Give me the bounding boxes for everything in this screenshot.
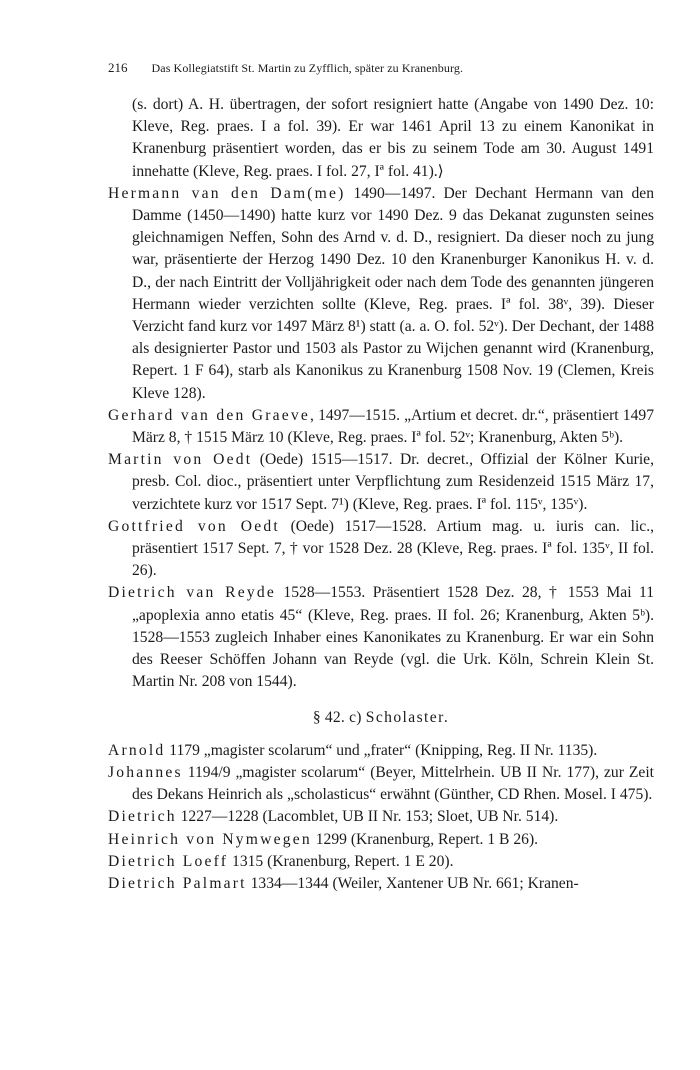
running-head [108, 60, 654, 76]
entry-text: 1334—1344 (Weiler, Xantener UB Nr. 661; Kranen- [246, 874, 579, 892]
section-heading [108, 707, 654, 729]
entry-name: Hermann van den Dam(me) [108, 184, 346, 202]
running-title: Das Kollegiatstift St. Martin zu Zyfflich, später zu Kranenburg. [151, 61, 464, 75]
entry-text: (Oede) 1515—1517. Dr. decret., Offizial der Kölner Kurie, presb. Col. dioc., präsentiert unter Verpflichtung zum Residenzeid 1515 März 17, verzichtete kurz vor 1517 Sept. 7¹) (Kleve, Reg. praes. Iª fol. 115ᵛ, 135ᵛ). [132, 451, 654, 513]
entry-text: 1315 (Kranenburg, Repert. 1 E 20). [228, 852, 454, 870]
entry-text: 1528—1553. Präsentiert 1528 Dez. 28, † 1553 Mai 11 „apoplexia anno etatis 45“ (Kleve, Reg. praes. II fol. 26; Kranenburg, Akten 5ᵇ). 1528—1553 zugleich Inhaber eines Kanonikates zu Kranenburg. Er war ein Sohn des Reeser Schöffen Johann van Reyde (vgl. die Urk. Köln, Schrein Klein St. Martin Nr. 208 von 1544). [132, 584, 654, 691]
entry-name: Dietrich van Reyde [108, 584, 276, 602]
entry-text: 1299 (Kranenburg, Repert. 1 B 26). [311, 830, 539, 848]
entry-text: 1194/9 „magister scolarum“ (Beyer, Mittelrhein. UB II Nr. 177), zur Zeit des Dekans Heinrich als „scholasticus“ erwähnt (Günther, CD Rhen. Mosel. I 475). [132, 763, 654, 804]
entry-gerhard-van-den-graeve [108, 405, 654, 449]
entry-name: Gerhard van den Graeve [108, 406, 311, 424]
section-title: Scholaster. [365, 709, 450, 727]
page-number: 216 [108, 60, 128, 75]
entry-dietrich-loeff [108, 851, 654, 873]
entry-arnold [108, 740, 654, 762]
entry-name: Gottfried von Oedt [108, 517, 280, 535]
entry-name: Heinrich von Nymwegen [108, 830, 312, 848]
entry-johannes [108, 762, 654, 806]
entry-name: Johannes [108, 763, 183, 781]
entry-hermann-van-den-damme [108, 183, 654, 405]
section-number: § 42. c) [312, 709, 362, 727]
entry-name: Dietrich Loeff [108, 852, 229, 870]
entry-dietrich-palmart [108, 873, 654, 895]
continuation-paragraph: (s. dort) A. H. übertragen, der sofort resigniert hatte (Angabe von 1490 Dez. 10: Kleve, Reg. praes. I a fol. 39). Er war 1461 April 13 zu einem Kanonikat in Kranenburg präsentiert worden, das er bis zu seinem Tode am 30. August 1491 innehatte (Kleve, Reg. praes. I fol. 27, Iª fol. 41).⟩ [132, 96, 654, 180]
entry-name: Arnold [108, 741, 166, 759]
entry-dietrich-van-reyde [108, 582, 654, 693]
entry-text: 1179 „magister scolarum“ und „frater“ (Knipping, Reg. II Nr. 1135). [165, 741, 598, 759]
entry-text: 1227—1228 (Lacomblet, UB II Nr. 153; Sloet, UB Nr. 514). [176, 808, 559, 826]
entry-text: (Oede) 1517—1528. Artium mag. u. iuris can. lic., präsentiert 1517 Sept. 7, † vor 1528 Dez. 28 (Kleve, Reg. praes. Iª fol. 135ᵛ, II fol. 26). [132, 517, 654, 580]
entry-gottfried-von-oedt [108, 516, 654, 583]
entry-martin-von-oedt [108, 449, 654, 516]
entry-text: 1490—1497. Der Dechant Hermann van den Damme (1450—1490) hatte kurz vor 1490 Dez. 9 das Dekanat zugunsten seines gleichnamigen Neffen, Sohn des Arnd v. d. D., resigniert. Da dieser noch zu jung war, präsentierte der Herzog 1490 Dez. 10 den Kranenburger Kanonikus H. v. d. D., der nach Eintritt der Volljährigkeit oder nach dem Tode des genannten jüngeren Hermann wieder verzichten sollte (Kleve, Reg. praes. Iª fol. 38ᵛ, 39). Dieser Verzicht fand kurz vor 1497 März 8¹) statt (a. a. O. fol. 52ᵛ). Der Dechant, der 1488 als designierter Pastor und 1503 als Pastor zu Wijchen genannt wird (Kranenburg, Repert. 1 F 64), starb als Kanonikus zu Kranenburg 1508 Nov. 19 (Clemen, Kreis Kleve 128). [132, 184, 654, 402]
entry-name: Dietrich [108, 808, 177, 826]
entry-dietrich [108, 806, 654, 828]
entry-text: , 1497—1515. „Artium et decret. dr.“, präsentiert 1497 März 8, † 1515 März 10 (Kleve, Reg. praes. Iª fol. 52ᵛ; Kranenburg, Akten 5ᵇ). [132, 406, 654, 447]
entry-heinrich-von-nymwegen [108, 829, 654, 851]
entry-name: Dietrich Palmart [108, 874, 247, 892]
page-body [108, 94, 654, 895]
entry-name: Martin von Oedt [108, 451, 253, 469]
